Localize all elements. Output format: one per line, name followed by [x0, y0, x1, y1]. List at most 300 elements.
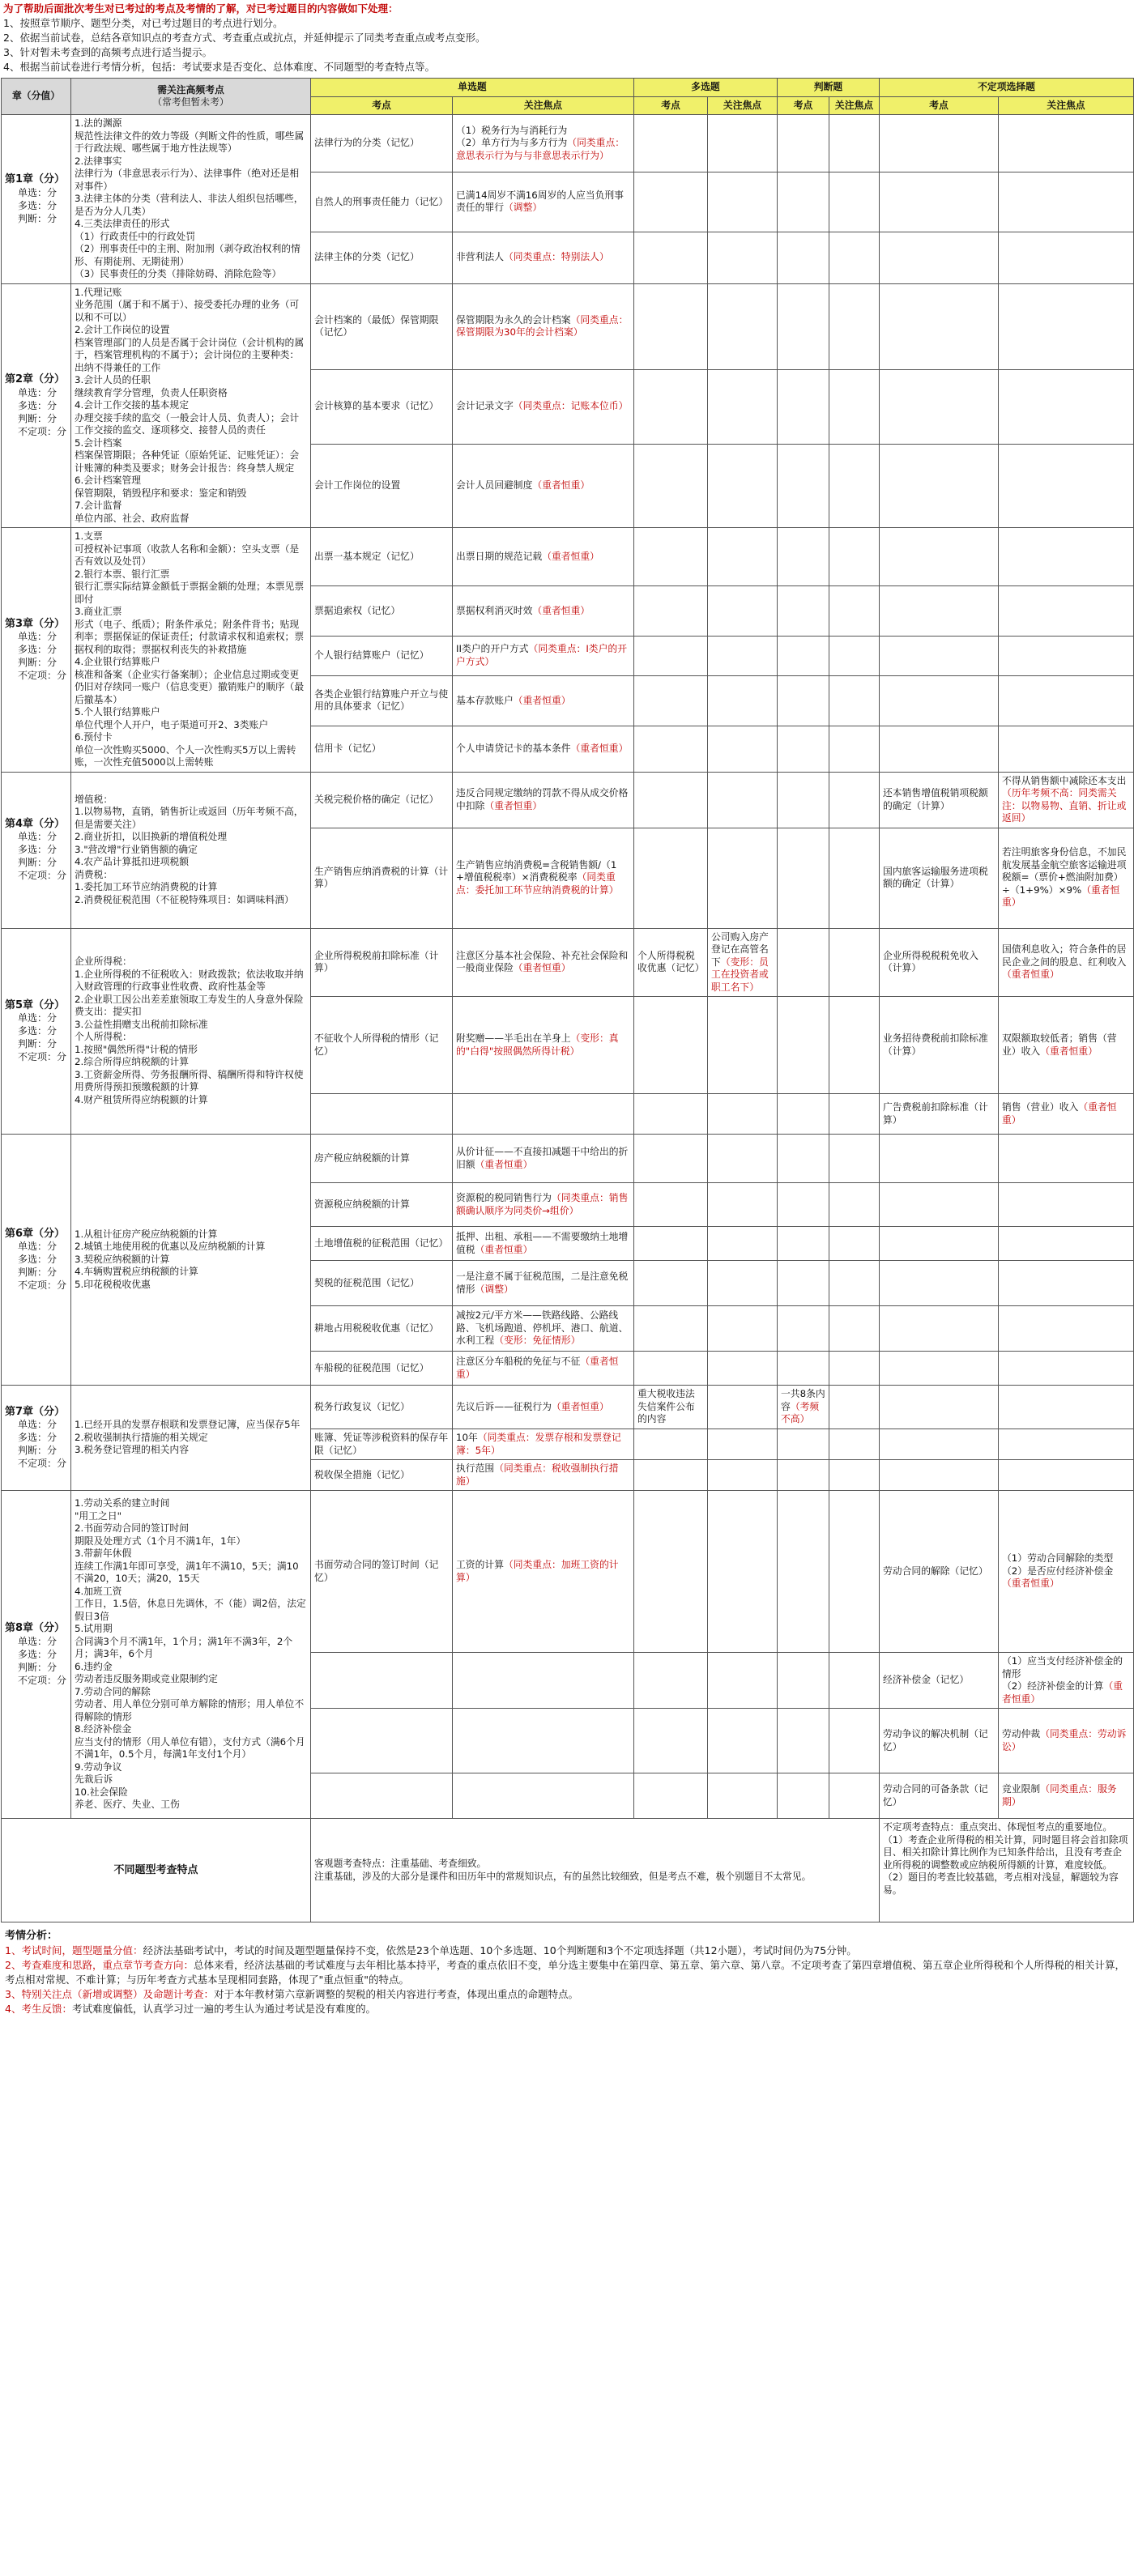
judge-kp: [778, 1227, 829, 1261]
intro-line: 1、按照章节顺序、题型分类，对已考过题目的考点进行划分。: [3, 17, 284, 29]
header-indef: 不定项选择题: [880, 79, 1134, 97]
single-focus-text: 已满14周岁不满16周岁的人应当负刑事责任的罪行: [456, 189, 624, 214]
chapter-score-type: 不定项：分: [18, 425, 67, 437]
judge-kp: [778, 1183, 829, 1227]
indef-focus: [999, 1491, 1134, 1653]
focus-point: 3.税务登记管理的相关内容: [75, 1444, 190, 1456]
chapter-row: [2, 1135, 1134, 1183]
indef-kp: [880, 283, 999, 369]
single-kp: 会计核算的基本要求（记忆）: [311, 369, 453, 444]
judge-focus: [829, 675, 880, 726]
single-kp: 资源税应纳税额的计算: [311, 1183, 453, 1227]
multi-focus: [708, 1183, 778, 1227]
multi-focus: [708, 1094, 778, 1135]
indef-kp: 业务招待费税前扣除标准（计算）: [880, 997, 999, 1094]
indef-focus-text: 不得从销售额中减除还本支出: [1002, 774, 1127, 786]
indef-focus: [999, 828, 1134, 928]
focus-point: 档案管理部门的人员是否属于会计岗位（会计机构的属于，档案管理机构的不属于）；会计岗位的主要种类：出纳不得兼任的工作: [75, 336, 305, 373]
focus-point: 劳动者、用人单位分别可单方解除的情形；用人单位不得解除的情形: [75, 1698, 305, 1722]
intro-title: 为了帮助后面批次考生对已考过的考点及考情的了解，对已考过题目的内容做如下处理：: [3, 2, 399, 15]
focus-point: 3.带薪年休假: [75, 1548, 132, 1560]
subheader-kp: 考点: [634, 96, 708, 115]
multi-kp: [634, 586, 708, 637]
indef-focus-text: 双限额取较低者；销售（营业）收入: [1002, 1033, 1117, 1057]
single-focus-text: 资源税的税同销售行为: [456, 1192, 552, 1203]
judge-focus: [829, 726, 880, 772]
focus-point: 2.消费税征税范围（不征税特殊项目：如调味料酒）: [75, 893, 294, 905]
header-focus-sub: （常考但暂未考）: [152, 96, 229, 108]
single-kp: 出票一基本规定（记忆）: [311, 528, 453, 586]
indef-kp: 劳动合同的解除（记忆）: [880, 1491, 999, 1653]
multi-focus: [708, 1653, 778, 1709]
footer-line-text: 考试难度偏低，认真学习过一遍的考生认为通过考试是没有难度的。: [71, 2003, 376, 2015]
judge-kp: [778, 1094, 829, 1135]
judge-kp: [778, 172, 829, 232]
single-kp: 契税的征税范围（记忆）: [311, 1261, 453, 1306]
chapter-label: [2, 1135, 71, 1386]
indef-focus: [999, 675, 1134, 726]
judge-kp: [778, 772, 829, 828]
judge-focus: [829, 115, 880, 172]
focus-point: 办理交接手续的监交（一般会计人员、负责人）；会计工作交接的监交、逐项移交、接替人员的责任: [75, 411, 300, 436]
single-focus-text: 非营利法人: [456, 251, 504, 263]
single-focus: [453, 444, 634, 527]
indef-kp: [880, 172, 999, 232]
multi-kp: [634, 1261, 708, 1306]
focus-point: 7.劳动合同的解除: [75, 1685, 151, 1697]
single-kp: 自然人的刑事责任能力（记忆）: [311, 172, 453, 232]
indef-focus: [999, 115, 1134, 172]
single-kp: 个人银行结算账户（记忆）: [311, 636, 453, 675]
single-focus: [453, 1773, 634, 1819]
single-focus-highlight: （重者恒重）: [456, 1356, 619, 1380]
single-focus-highlight: （同类重点：销售额确认顺序为同类价→组价）: [456, 1192, 629, 1216]
indef-focus: [999, 1709, 1134, 1773]
subheader-related: 关注焦点: [999, 96, 1134, 115]
focus-point: 合同满3个月不满1年，1个月；满1年不满3年，2个月；满3年，6个月: [75, 1635, 293, 1660]
judge-focus: [829, 928, 880, 997]
footer-line: [5, 1958, 1129, 1987]
focus-point: 1.委托加工环节应纳消费税的计算: [75, 881, 218, 893]
multi-focus: [708, 586, 778, 637]
chapter-score-type: 不定项：分: [18, 1279, 67, 1292]
multi-focus: [708, 1135, 778, 1183]
chapter-score-type: 多选：分: [18, 1648, 58, 1660]
focus-point: 单位内部、社会、政府监督: [75, 512, 190, 524]
intro-line: 3、针对暂未考查到的高频考点进行适当提示。: [3, 46, 212, 58]
multi-kp: [634, 772, 708, 828]
chapter-title: 第6章（分）: [5, 1227, 66, 1240]
judge-kp: [778, 444, 829, 527]
single-focus-highlight: （变形：免征情形）: [494, 1335, 581, 1347]
focus-point: 4.车辆购置税应纳税额的计算: [75, 1266, 198, 1278]
single-focus-text: 保管期限为永久的会计档案: [456, 313, 571, 326]
chapter-score-type: 不定项：分: [18, 870, 67, 882]
single-focus-text: 个人申请贷记卡的基本条件: [456, 742, 571, 754]
single-kp: 信用卡（记忆）: [311, 726, 453, 772]
indef-focus: [999, 444, 1134, 527]
indef-focus-highlight: （同类重点：劳动诉讼）: [1002, 1728, 1127, 1752]
indef-focus: [999, 369, 1134, 444]
focus-point: 1.按照"偶然所得"计税的情形: [75, 1043, 198, 1055]
judge-focus: [829, 369, 880, 444]
multi-focus: [708, 636, 778, 675]
focus-point: 单位一次性购买5000、个人一次性购买5万以上需转账，一次性充值5000以上需转账: [75, 743, 296, 768]
single-focus-text: 执行范围: [456, 1463, 495, 1474]
indef-focus: [999, 997, 1134, 1094]
single-focus: [453, 283, 634, 369]
judge-focus: [829, 1094, 880, 1135]
single-kp: 耕地占用税税收优惠（记忆）: [311, 1306, 453, 1352]
single-focus: [453, 1306, 634, 1352]
footer-line-lead: 1、考试时间，题型题量分值：: [5, 1944, 143, 1956]
single-focus-text: 注意区分基本社会保险、补充社会保险和一般商业保险: [456, 949, 629, 974]
indef-focus: [999, 1773, 1134, 1819]
indef-kp: [880, 232, 999, 283]
judge-focus: [829, 1491, 880, 1653]
single-focus: [453, 1709, 634, 1773]
focus-point: 1.从租计征房产税应纳税额的计算: [75, 1228, 218, 1240]
indef-kp: [880, 636, 999, 675]
focus-point: 个人所得税：: [75, 1031, 132, 1043]
focus-point: 1.代理记账: [75, 286, 122, 298]
judge-kp: [778, 636, 829, 675]
focus-point: 应当支付的情形（用人单位有错），支付方式（满6个月不满1年，0.5个月，每满1年支付1个月）: [75, 1735, 305, 1761]
judge-kp: [778, 1386, 829, 1429]
multi-focus: [708, 1460, 778, 1491]
focus-point: 企业所得税：: [75, 956, 132, 968]
focus-point: 4.加班工资: [75, 1585, 122, 1597]
chapter-score-type: 判断：分: [18, 1267, 58, 1279]
judge-kp: [778, 675, 829, 726]
chapter-title: 第7章（分）: [5, 1405, 66, 1418]
judge-focus: [829, 232, 880, 283]
single-focus-highlight: （同类重点：加班工资的计算）: [456, 1559, 619, 1583]
single-focus: [453, 1094, 634, 1135]
single-focus: [453, 1135, 634, 1183]
chapter-title: 第1章（分）: [5, 173, 66, 185]
focus-point: 7.会计监督: [75, 500, 122, 511]
indef-focus-highlight: （重者恒重）: [1002, 1101, 1117, 1126]
focus-point: 增值税：: [75, 793, 113, 805]
single-focus: [453, 1653, 634, 1709]
single-focus-highlight: （重者恒重）: [475, 1243, 533, 1255]
multi-focus: [708, 115, 778, 172]
multi-focus: [708, 726, 778, 772]
indef-focus: [999, 283, 1134, 369]
single-focus-highlight: （同类重点：记账本位币）: [513, 400, 629, 412]
indef-kp: [880, 528, 999, 586]
focus-point: 2.城镇土地使用税的优惠以及应纳税额的计算: [75, 1241, 266, 1253]
indef-focus-highlight: （同类重点：服务期）: [1002, 1783, 1117, 1807]
single-focus: [453, 369, 634, 444]
single-focus-highlight: （重者恒重）: [484, 799, 543, 811]
indef-kp: [880, 1227, 999, 1261]
chapter-score-type: 多选：分: [18, 399, 58, 411]
indef-focus: [999, 928, 1134, 997]
single-focus-highlight: （重者恒重）: [513, 962, 571, 974]
judge-kp: [778, 1306, 829, 1352]
single-focus: [453, 928, 634, 997]
focus-point: 消费税：: [75, 868, 113, 880]
chapter-score-type: 判断：分: [18, 1038, 58, 1050]
chapter-score-type: 单选：分: [18, 1012, 58, 1024]
multi-focus: [708, 528, 778, 586]
subheader-kp: 考点: [880, 96, 999, 115]
multi-focus: [708, 1709, 778, 1773]
focus-point: 继续教育学分管理，负责人任职资格: [75, 386, 228, 398]
indef-kp: 劳动合同的可备条款（记忆）: [880, 1773, 999, 1819]
footer-line-text: 总体来看，经济法基础的考试难度与去年相比基本持平，考查的重点依旧不变，单分选主要集中在第四章、第五章、第六章、第八章。不定项考查了第四章增值税、第五章企业所得税和个人所得税的相关计算，考点相对常规、不难计算；与历年考查方式基本呈现相同套路，体现了"重点恒重"的特点。: [5, 1959, 1125, 1986]
multi-kp: [634, 1653, 708, 1709]
footer-line: [5, 1944, 1129, 1958]
chapter-row: [2, 283, 1134, 369]
multi-kp: [634, 1183, 708, 1227]
single-kp: [311, 1094, 453, 1135]
focus-point: 期限及处理方式（1个月不满1年，1年）: [75, 1535, 246, 1547]
judge-focus: [829, 636, 880, 675]
single-kp: 不征收个人所得税的情形（记忆）: [311, 997, 453, 1094]
header-chapter: 章（分值）: [2, 79, 71, 115]
chapter-score-type: 多选：分: [18, 1025, 58, 1037]
single-focus: [453, 1386, 634, 1429]
multi-focus: [708, 928, 778, 997]
single-kp: 票据追索权（记忆）: [311, 586, 453, 637]
multi-focus: [708, 283, 778, 369]
chapter-title: 第2章（分）: [5, 373, 66, 385]
multi-kp: [634, 1094, 708, 1135]
indef-kp: [880, 675, 999, 726]
multi-kp: [634, 1460, 708, 1491]
indef-focus-text: 销售（营业）收入: [1002, 1101, 1079, 1113]
header-multi: 多选题: [634, 79, 778, 97]
chapter-score-type: 判断：分: [18, 212, 58, 224]
multi-focus: [708, 172, 778, 232]
indef-focus: [999, 726, 1134, 772]
focus-point: 工作日，1.5倍，休息日先调休，不（能）调2倍，法定假日3倍: [75, 1598, 306, 1622]
multi-kp: [634, 1352, 708, 1386]
chapter-score-type: 多选：分: [18, 1254, 58, 1266]
multi-kp: [634, 1227, 708, 1261]
single-focus-highlight: （同类重点：保管期限为30年的会计档案）: [456, 313, 629, 338]
single-focus: [453, 172, 634, 232]
focus-point: 1.法的渊源: [75, 117, 122, 129]
indef-kp: 企业所得税税税免收入（计算）: [880, 928, 999, 997]
single-focus: [453, 1261, 634, 1306]
single-focus: [453, 1460, 634, 1491]
focus-point: 5.个人银行结算账户: [75, 706, 160, 717]
focus-point: 3.商业汇票: [75, 606, 122, 617]
focus-point: 3.公益性捐赠支出税前扣除标准: [75, 1018, 208, 1030]
focus-point: 1.已经开具的发票存根联和发票登记簿，应当保存5年: [75, 1419, 301, 1431]
focus-point: 可授权补记事项（收款人名称和金额）：空头支票（是否有效以及处罚）: [75, 543, 300, 567]
multi-kp: [634, 444, 708, 527]
focus-point: 10.社会保险: [75, 1786, 128, 1798]
single-focus: [453, 586, 634, 637]
single-focus: [453, 636, 634, 675]
judge-focus: [829, 528, 880, 586]
chapter-score-type: 多选：分: [18, 844, 58, 856]
judge-kp: [778, 828, 829, 928]
chapter-score-type: 判断：分: [18, 412, 58, 424]
indef-kp: [880, 1460, 999, 1491]
single-kp: 车船税的征税范围（记忆）: [311, 1352, 453, 1386]
indef-focus-highlight: （历年考频不高：同类需关注：以物易物、直销、折让或返回）: [1002, 787, 1127, 824]
multi-kp: [634, 675, 708, 726]
indef-focus: [999, 1653, 1134, 1709]
multi-focus: [708, 1227, 778, 1261]
single-kp: 各类企业银行结算账户开立与使用的具体要求（记忆）: [311, 675, 453, 726]
single-kp: 税务行政复议（记忆）: [311, 1386, 453, 1429]
focus-point: 档案保管期限；各种凭证（原始凭证、记账凭证）：会计账簿的种类及要求；财务会计报告：终身禁人规定: [75, 449, 300, 474]
focus-point: 3."营改增"行业销售额的确定: [75, 843, 198, 855]
indef-focus: [999, 1227, 1134, 1261]
indef-kp: [880, 1183, 999, 1227]
focus-point: 劳动者违反服务期或竞业限制约定: [75, 1673, 218, 1685]
judge-kp: [778, 1352, 829, 1386]
single-focus-highlight: （调整）: [504, 202, 543, 214]
subheader-related: 关注焦点: [829, 96, 880, 115]
judge-focus: [829, 1183, 880, 1227]
indef-kp: [880, 586, 999, 637]
multi-kp: [634, 1709, 708, 1773]
focus-point: 8.经济补偿金: [75, 1723, 132, 1735]
multi-kp: [634, 828, 708, 928]
focus-point: 2.综合所得应纳税额的计算: [75, 1056, 190, 1068]
multi-focus: [708, 772, 778, 828]
single-focus: [453, 528, 634, 586]
indef-focus-highlight: （重者恒重）: [1002, 884, 1120, 909]
footer-line-lead: 2、考查难度和思路，重点章节考查方向：: [5, 1959, 194, 1971]
focus-point: 6.违约金: [75, 1660, 113, 1672]
single-focus-highlight: （重者恒重）: [513, 694, 571, 706]
features-row: [2, 1819, 1134, 1922]
footer-line-lead: 3、特别关注点（新增或调整）及命题计考查：: [5, 1988, 214, 2000]
chapter-score-type: 单选：分: [18, 186, 58, 198]
focus-point: 2.税收强制执行措施的相关规定: [75, 1431, 208, 1443]
single-focus-text: 从价计征——不直接扣减题干中给出的折旧额: [456, 1146, 629, 1170]
focus-points: [71, 528, 311, 773]
focus-point: 2.法律事实: [75, 155, 122, 167]
judge-focus: [829, 1306, 880, 1352]
indef-kp: 广告费税前扣除标准（计算）: [880, 1094, 999, 1135]
focus-point: （3）民事责任的分类（排除妨碍、消除危险等）: [75, 268, 282, 279]
judge-kp: [778, 1135, 829, 1183]
single-focus-highlight: （重者恒重）: [551, 1400, 609, 1412]
indef-focus: [999, 1460, 1134, 1491]
judge-kp: [778, 726, 829, 772]
judge-focus: [829, 444, 880, 527]
footer-title: 考情分析：: [5, 1930, 58, 1942]
single-focus-text: 先议后诉——征税行为: [456, 1400, 552, 1412]
focus-points: [71, 772, 311, 928]
focus-point: 连续工作满1年即可享受，满1年不满10，5天；满10不满20，10天；满20，15天: [75, 1560, 299, 1585]
indef-focus: [999, 1429, 1134, 1460]
multi-focus: [708, 1386, 778, 1429]
focus-point: 保管期限，销毁程序和要求：鉴定和销毁: [75, 487, 247, 499]
single-kp: 法律主体的分类（记忆）: [311, 232, 453, 283]
multi-focus: [708, 675, 778, 726]
header-focus-title: 需关注高频考点: [157, 83, 224, 96]
single-focus-text: 工资的计算: [456, 1559, 504, 1570]
focus-point: 3.会计人员的任职: [75, 374, 151, 385]
multi-kp: [634, 115, 708, 172]
multi-kp: [634, 1135, 708, 1183]
single-focus: [453, 772, 634, 828]
indef-focus: [999, 586, 1134, 637]
chapter-label: [2, 283, 71, 528]
single-focus-text: 会计记录文字: [456, 400, 514, 412]
focus-points: [71, 283, 311, 528]
indef-kp: [880, 1386, 999, 1429]
single-focus-highlight: （调整）: [475, 1283, 514, 1295]
single-focus-highlight: （同类重点：意思表示行为与与非意思表示行为）: [456, 137, 625, 161]
multi-focus: [708, 1429, 778, 1460]
single-focus: [453, 726, 634, 772]
features-single: 客观题考查特点：注重基础、考查细致。 注重基础，涉及的大部分是课件和田历年中的常规知识点，有的虽然比较细致，但是考点不难，极个别题目不太常见。: [311, 1819, 880, 1922]
single-kp: 房产税应纳税额的计算: [311, 1135, 453, 1183]
focus-point: 2.银行本票、银行汇票: [75, 568, 170, 580]
single-focus-highlight: （同类重点：特别法人）: [504, 251, 609, 263]
multi-kp: 重大税收违法失信案件公布的内容: [634, 1386, 708, 1429]
chapter-score-type: 不定项：分: [18, 1458, 67, 1470]
single-focus: [453, 997, 634, 1094]
indef-kp: [880, 1306, 999, 1352]
single-focus: [453, 1227, 634, 1261]
judge-kp-highlight: （考频不高）: [781, 1400, 820, 1425]
chapter-score-type: 单选：分: [18, 1635, 58, 1647]
subheader-related: 关注焦点: [453, 96, 634, 115]
focus-point: 9.劳动争议: [75, 1761, 122, 1773]
judge-focus: [829, 1386, 880, 1429]
single-focus-highlight: （重者恒重）: [570, 742, 629, 754]
judge-kp: [778, 928, 829, 997]
judge-focus: [829, 1709, 880, 1773]
indef-kp: [880, 444, 999, 527]
focus-point: 3.契税应纳税额的计算: [75, 1253, 170, 1265]
features-label: 不同题型考查特点: [2, 1819, 311, 1922]
single-focus-text: 一是注意不属于征税范围，二是注意免税情形: [456, 1271, 629, 1295]
chapter-title: 第8章（分）: [5, 1622, 66, 1635]
judge-kp: [778, 283, 829, 369]
focus-point: 4.农产品计算抵扣进项税额: [75, 856, 190, 868]
single-focus-highlight: （同类重点：I类户的开户方式）: [456, 643, 627, 667]
single-kp: [311, 1653, 453, 1709]
judge-kp: [778, 1709, 829, 1773]
single-focus: [453, 1491, 634, 1653]
focus-point: 形式（电子、纸质）；附条件承兑；附条件背书；贴现利率；票据保证的保证责任；付款请求权和追索权；票据权利的取得；票据权利丧失的补救措施: [75, 618, 305, 655]
focus-point: 3.工资薪金所得、劳务报酬所得、稿酬所得和特许权使用费所得预扣预缴税额的计算: [75, 1068, 304, 1093]
indef-focus: [999, 1386, 1134, 1429]
focus-point: "用工之日": [75, 1509, 122, 1522]
focus-point: 2.书面劳动合同的签订时间: [75, 1522, 190, 1535]
multi-focus-text: 公司购入房产登记在高管名下: [711, 930, 769, 968]
judge-focus: [829, 283, 880, 369]
judge-kp: [778, 528, 829, 586]
chapter-title: 第3章（分）: [5, 617, 66, 630]
chapter-title: 第5章（分）: [5, 998, 66, 1011]
indef-focus-text: 若注明旅客身份信息，不加民航发展基金航空旅客运输进项税额=（票价+燃油附加费）÷（1+9%）×9%: [1002, 846, 1127, 896]
multi-focus: [708, 997, 778, 1094]
chapter-label: [2, 1491, 71, 1819]
judge-kp: [778, 1429, 829, 1460]
indef-focus-highlight: （重者恒重）: [1040, 1045, 1098, 1057]
single-focus-text: 生产销售应纳消费税=含税销售额/（1+增值税税率）×消费税税率: [456, 858, 617, 884]
focus-point: 5.试用期: [75, 1623, 113, 1635]
chapter-row: [2, 928, 1134, 997]
chapter-score-type: 多选：分: [18, 644, 58, 655]
indef-focus-highlight: （重者恒重）: [1002, 1578, 1059, 1590]
